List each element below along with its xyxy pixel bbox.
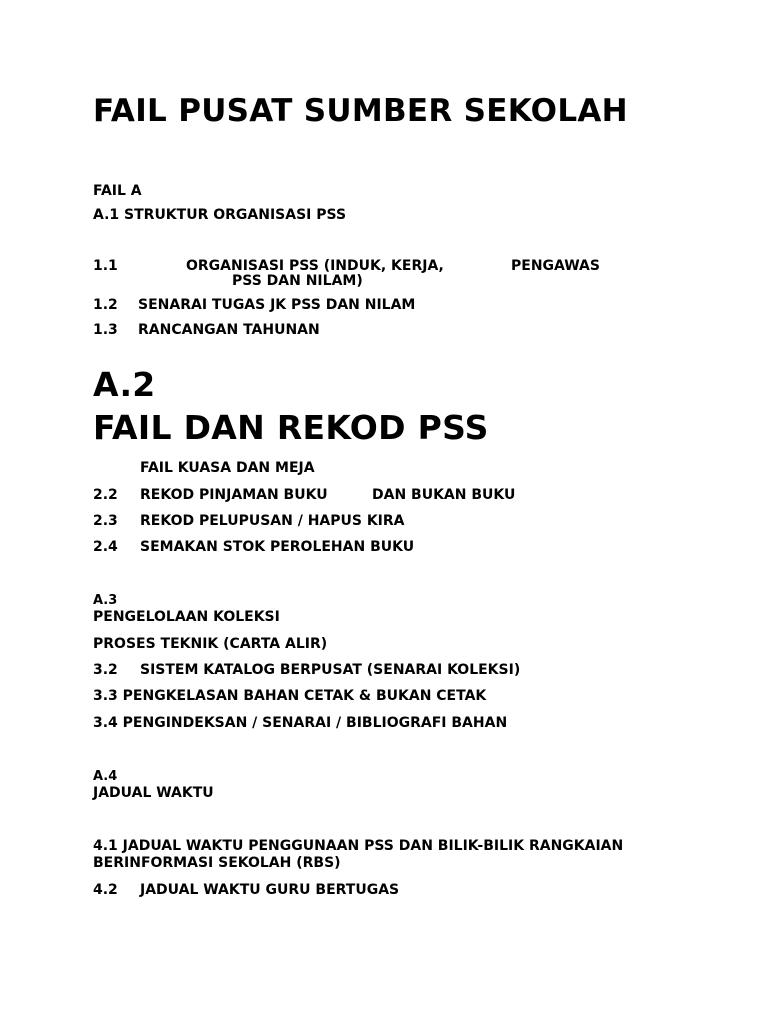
item-1-3-text: RANCANGAN TAHUNAN xyxy=(138,322,320,338)
item-2-2-text-b: DAN BUKAN BUKU xyxy=(372,487,516,503)
item-1-2-number: 1.2 xyxy=(93,297,118,313)
section-a3-number: A.3 xyxy=(93,593,118,608)
item-1-1-continuation: PSS DAN NILAM) xyxy=(232,273,363,289)
document-title: FAIL PUSAT SUMBER SEKOLAH xyxy=(93,93,628,129)
item-3-2-text: SISTEM KATALOG BERPUSAT (SENARAI KOLEKSI) xyxy=(140,662,521,678)
item-3-2-number: 3.2 xyxy=(93,662,118,678)
item-4-1-line2: BERINFORMASI SEKOLAH (RBS) xyxy=(93,855,341,871)
item-1-3-number: 1.3 xyxy=(93,322,118,338)
item-3-4-text: 3.4 PENGINDEKSAN / SENARAI / BIBLIOGRAFI BAHAN xyxy=(93,715,508,731)
item-3-1-text: PROSES TEKNIK (CARTA ALIR) xyxy=(93,636,328,652)
item-1-1-text: ORGANISASI PSS (INDUK, KERJA, xyxy=(186,258,444,274)
item-2-2-text: REKOD PINJAMAN BUKU xyxy=(140,487,328,503)
item-1-1-text-b: PENGAWAS xyxy=(511,258,600,274)
item-3-3-text: 3.3 PENGKELASAN BAHAN CETAK & BUKAN CETAK xyxy=(93,688,487,704)
item-1-2-text: SENARAI TUGAS JK PSS DAN NILAM xyxy=(138,297,416,313)
item-1-1-number: 1.1 xyxy=(93,258,118,274)
section-a2-heading: FAIL DAN REKOD PSS xyxy=(93,408,489,447)
item-4-2-text: JADUAL WAKTU GURU BERTUGAS xyxy=(140,882,400,898)
section-a4-number: A.4 xyxy=(93,769,118,784)
section-a1-heading: A.1 STRUKTUR ORGANISASI PSS xyxy=(93,207,347,223)
section-a4-heading: JADUAL WAKTU xyxy=(93,785,214,801)
item-4-2-number: 4.2 xyxy=(93,882,118,898)
fail-label: FAIL A xyxy=(93,183,142,199)
item-4-1-line1: 4.1 JADUAL WAKTU PENGGUNAAN PSS DAN BILIK-BILIK RANGKAIAN xyxy=(93,838,624,854)
section-a2-number: A.2 xyxy=(93,365,156,404)
item-2-2-number: 2.2 xyxy=(93,487,118,503)
item-2-4-text: SEMAKAN STOK PEROLEHAN BUKU xyxy=(140,539,415,555)
item-2-4-number: 2.4 xyxy=(93,539,118,555)
item-2-3-number: 2.3 xyxy=(93,513,118,529)
item-2-3-text: REKOD PELUPUSAN / HAPUS KIRA xyxy=(140,513,405,529)
section-a3-heading: PENGELOLAAN KOLEKSI xyxy=(93,609,280,625)
item-2-1-text: FAIL KUASA DAN MEJA xyxy=(140,460,315,476)
